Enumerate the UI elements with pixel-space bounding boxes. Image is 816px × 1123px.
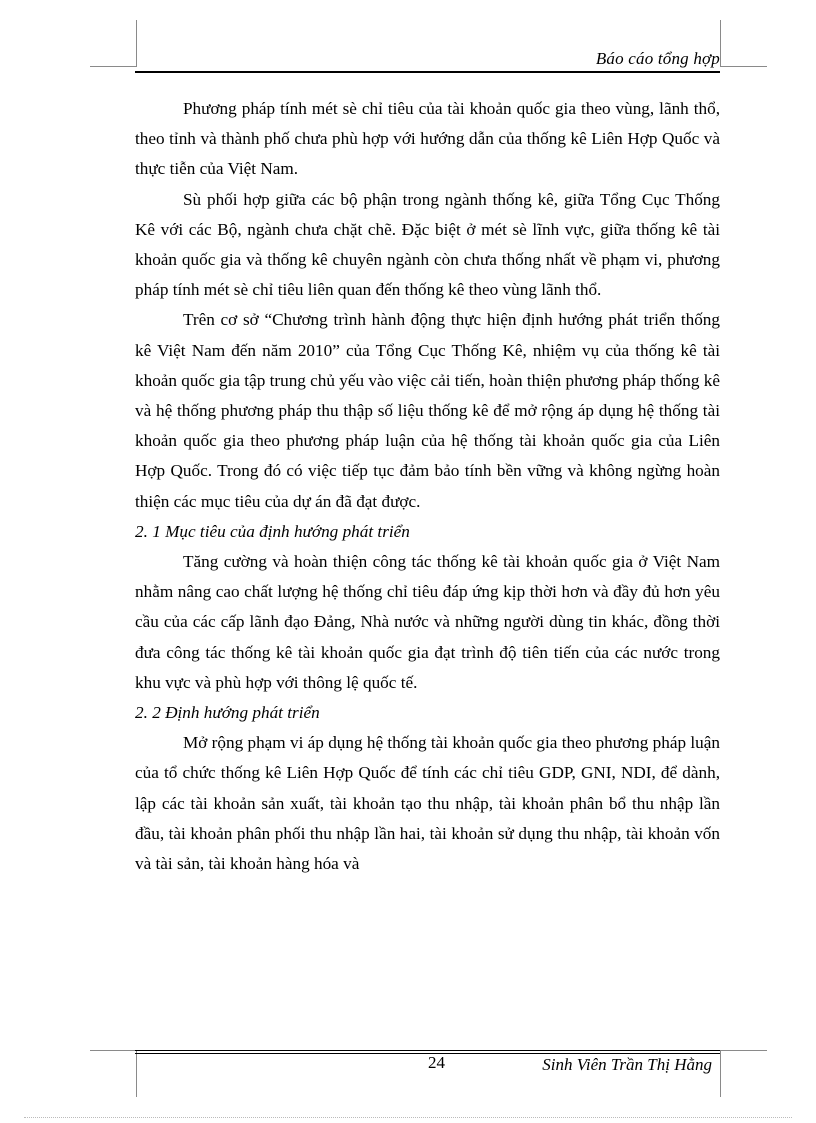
paragraph: Tăng cường và hoàn thiện công tác thống kê tài khoản quốc gia ở Việt Nam nhằm nâng cao chất lượng hệ thống chỉ tiêu đáp ứng kịp thời hơn và đầy đủ hơn yêu cầu của các cấp lãnh đạo Đảng, Nhà nước và những người dùng tin khác, đồng thời đưa công tác thống kê tài khoản quốc gia đạt trình độ tiên tiến của các nước trong khu vực và phù hợp với thông lệ quốc tế. [135,552,720,692]
header-rule [135,71,720,73]
page-number: 24 [428,1053,445,1072]
running-header-title: Báo cáo tổng hợp [595,49,720,68]
crop-mark-bottom-right [720,1050,767,1097]
page-body [135,94,720,879]
paragraph: Trên cơ sở “Chương trình hành động thực hiện định hướng phát triển thống kê Việt Nam đến năm 2010” của Tổng Cục Thống Kê, nhiệm vụ của thống kê tài khoản quốc gia tập trung chủ yếu vào việc cải tiến, hoàn thiện phương pháp thống kê và hệ thống phương pháp thu thập số liệu thống kê để mở rộng áp dụng hệ thống tài khoản quốc gia theo phương pháp luận của hệ thống tài khoản quốc gia của Liên Hợp Quốc. Trong đó có việc tiếp tục đảm bảo tính bền vững và không ngừng hoàn thiện các mục tiêu của dự án đã đạt được. [135,310,720,511]
paragraph: Mở rộng phạm vi áp dụng hệ thống tài khoản quốc gia theo phương pháp luận của tổ chức thống kê Liên Hợp Quốc để tính các chỉ tiêu GDP, GNI, NDI, để dành, lập các tài khoản sản xuất, tài khoản tạo thu nhập, tài khoản phân bổ thu nhập lần đầu, tài khoản phân phối thu nhập lần hai, tài khoản sử dụng thu nhập, tài khoản vốn và tài sản, tài khoản hàng hóa và [135,733,720,874]
crop-mark-top-left [90,20,137,67]
page-edge-dotted-line [24,1117,792,1118]
section-heading: 2. 1 Mục tiêu của định hướng phát triển [135,521,410,541]
footer-author: Sinh Viên Trần Thị Hằng [542,1055,712,1074]
crop-mark-top-right [720,20,767,67]
paragraph: Phương pháp tính mét sè chỉ tiêu của tài khoản quốc gia theo vùng, lãnh thổ, theo tỉnh và thành phố chưa phù hợp với hướng dẫn của thống kê Liên Hợp Quốc và thực tiễn của Việt Nam. [135,99,720,179]
section-heading: 2. 2 Định hướng phát triển [135,703,320,723]
crop-mark-bottom-left [90,1050,137,1097]
paragraph: Sù phối hợp giữa các bộ phận trong ngành thống kê, giữa Tổng Cục Thống Kê với các Bộ, ngành chưa chặt chẽ. Đặc biệt ở mét sè lĩnh vực, giữa thống kê tài khoản quốc gia và thống kê chuyên ngành còn chưa thống nhất về phạm vi, phương pháp tính mét sè chỉ tiêu liên quan đến thống kê theo vùng lãnh thổ. [135,189,720,300]
footer-rule [135,1050,720,1051]
